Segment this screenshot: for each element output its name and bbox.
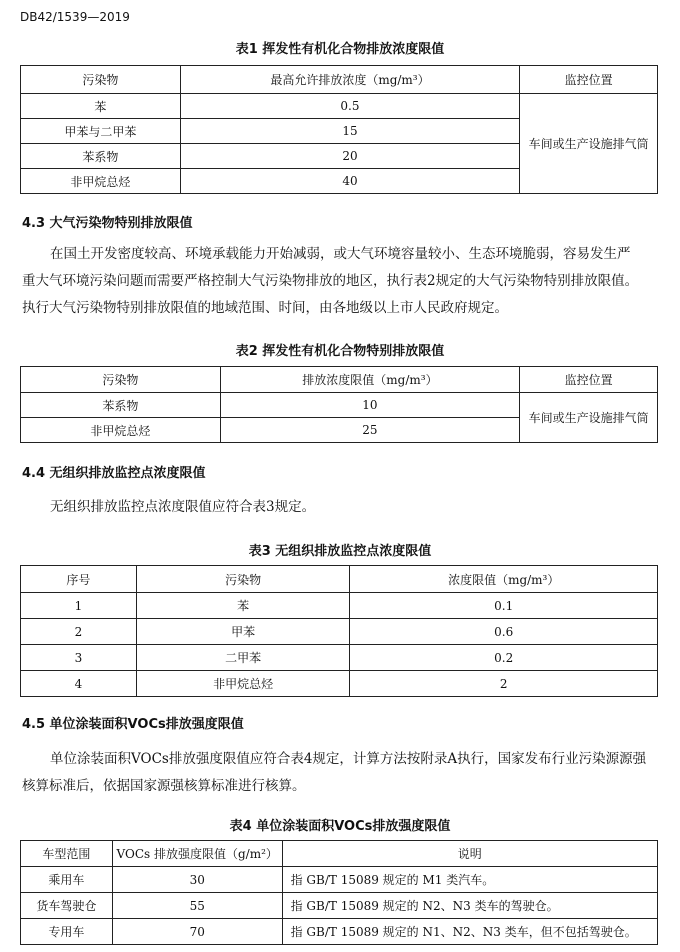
table3-cell-pollutant: 二甲苯 bbox=[136, 645, 350, 671]
table4-header-note: 说明 bbox=[282, 841, 657, 867]
table1-cell-pollutant: 甲苯与二甲苯 bbox=[21, 119, 181, 144]
table3-cell-no: 3 bbox=[21, 645, 137, 671]
table3-cell-pollutant: 苯 bbox=[136, 593, 350, 619]
table1-caption: 表1 挥发性有机化合物排放浓度限值 bbox=[235, 42, 445, 57]
table1-cell-value: 40 bbox=[180, 169, 519, 194]
table2-cell-location: 车间或生产设施排气筒 bbox=[520, 393, 658, 443]
table1-header-pollutant: 污染物 bbox=[21, 66, 181, 94]
table2-header-pollutant: 污染物 bbox=[21, 367, 221, 393]
table1-cell-pollutant: 苯系物 bbox=[21, 144, 181, 169]
standard-number: DB42/1539—2019 bbox=[20, 10, 130, 24]
table3-cell-no: 4 bbox=[21, 671, 137, 697]
table1-cell-value: 0.5 bbox=[180, 94, 519, 119]
table3-caption: 表3 无组织排放监控点浓度限值 bbox=[248, 544, 432, 559]
table3-cell-no: 2 bbox=[21, 619, 137, 645]
table4-header-row bbox=[21, 841, 658, 867]
paragraph-line: 执行大气污染物特别排放限值的地域范围、时间，由各地级以上市人民政府规定。 bbox=[22, 300, 508, 316]
table1-header-location: 监控位置 bbox=[520, 66, 658, 94]
table3-header-no: 序号 bbox=[21, 566, 137, 593]
table3-cell-value: 0.1 bbox=[350, 593, 658, 619]
table3-cell-value: 2 bbox=[350, 671, 658, 697]
paragraph-line: 在国土开发密度较高、环境承载能力开始减弱，或大气环境容量较小、生态环境脆弱，容易发生严 bbox=[50, 246, 631, 262]
section-4-4-heading: 4.4 无组织排放监控点浓度限值 bbox=[22, 466, 206, 481]
table4 bbox=[20, 840, 658, 945]
table-row bbox=[21, 919, 658, 945]
table4-cell-note: 指 GB/T 15089 规定的 N2、N3 类车的驾驶仓。 bbox=[282, 893, 657, 919]
table2-cell-pollutant: 非甲烷总烃 bbox=[21, 418, 221, 443]
paragraph-line: 核算标准后，依据国家源强核算标准进行核算。 bbox=[22, 778, 306, 794]
table2-caption: 表2 挥发性有机化合物特别排放限值 bbox=[235, 344, 445, 359]
table-row bbox=[21, 645, 658, 671]
table2-cell-value: 25 bbox=[220, 418, 520, 443]
table1-cell-value: 15 bbox=[180, 119, 519, 144]
table4-cell-value: 30 bbox=[112, 867, 282, 893]
table4-caption: 表4 单位涂装面积VOCs排放强度限值 bbox=[229, 819, 451, 834]
table2-header-row bbox=[21, 367, 658, 393]
table-row bbox=[21, 94, 658, 119]
table3-header-pollutant: 污染物 bbox=[136, 566, 350, 593]
table1-cell-value: 20 bbox=[180, 144, 519, 169]
table4-cell-type: 乘用车 bbox=[21, 867, 113, 893]
section-4-3-heading: 4.3 大气污染物特别排放限值 bbox=[22, 216, 193, 231]
table3-cell-pollutant: 非甲烷总烃 bbox=[136, 671, 350, 697]
table3-cell-no: 1 bbox=[21, 593, 137, 619]
section-4-4-paragraph: 无组织排放监控点浓度限值应符合表3规定。 bbox=[50, 499, 316, 515]
table-row bbox=[21, 593, 658, 619]
table3 bbox=[20, 565, 658, 697]
section-4-5-paragraph bbox=[22, 746, 662, 800]
table4-cell-type: 专用车 bbox=[21, 919, 113, 945]
table1-cell-location: 车间或生产设施排气筒 bbox=[520, 94, 658, 194]
table4-cell-type: 货车驾驶仓 bbox=[21, 893, 113, 919]
table-row bbox=[21, 619, 658, 645]
table4-header-limit: VOCs 排放强度限值（g/m²） bbox=[112, 841, 282, 867]
table1 bbox=[20, 65, 658, 194]
table3-cell-value: 0.2 bbox=[350, 645, 658, 671]
table3-cell-pollutant: 甲苯 bbox=[136, 619, 350, 645]
table4-cell-note: 指 GB/T 15089 规定的 N1、N2、N3 类车，但不包括驾驶仓。 bbox=[282, 919, 657, 945]
table-row bbox=[21, 393, 658, 418]
table4-cell-note: 指 GB/T 15089 规定的 M1 类汽车。 bbox=[282, 867, 657, 893]
section-4-3-paragraph bbox=[22, 241, 662, 322]
table4-cell-value: 55 bbox=[112, 893, 282, 919]
section-4-5-heading: 4.5 单位涂装面积VOCs排放强度限值 bbox=[22, 717, 244, 732]
table2 bbox=[20, 366, 658, 443]
table1-header-row bbox=[21, 66, 658, 94]
table1-cell-pollutant: 苯 bbox=[21, 94, 181, 119]
table3-cell-value: 0.6 bbox=[350, 619, 658, 645]
table4-cell-value: 70 bbox=[112, 919, 282, 945]
table-row bbox=[21, 893, 658, 919]
table-row bbox=[21, 671, 658, 697]
table-row bbox=[21, 867, 658, 893]
paragraph-line: 重大气环境污染问题而需要严格控制大气污染物排放的地区，执行表2规定的大气污染物特别排放限值。 bbox=[22, 273, 639, 289]
table2-header-location: 监控位置 bbox=[520, 367, 658, 393]
table2-cell-value: 10 bbox=[220, 393, 520, 418]
table3-header-row bbox=[21, 566, 658, 593]
table1-cell-pollutant: 非甲烷总烃 bbox=[21, 169, 181, 194]
table2-cell-pollutant: 苯系物 bbox=[21, 393, 221, 418]
table3-header-limit: 浓度限值（mg/m³） bbox=[350, 566, 658, 593]
paragraph-line: 单位涂装面积VOCs排放强度限值应符合表4规定，计算方法按附录A执行，国家发布行业污染源源强 bbox=[50, 751, 647, 767]
table2-header-limit: 排放浓度限值（mg/m³） bbox=[220, 367, 520, 393]
table4-header-type: 车型范围 bbox=[21, 841, 113, 867]
table1-header-limit: 最高允许排放浓度（mg/m³） bbox=[180, 66, 519, 94]
